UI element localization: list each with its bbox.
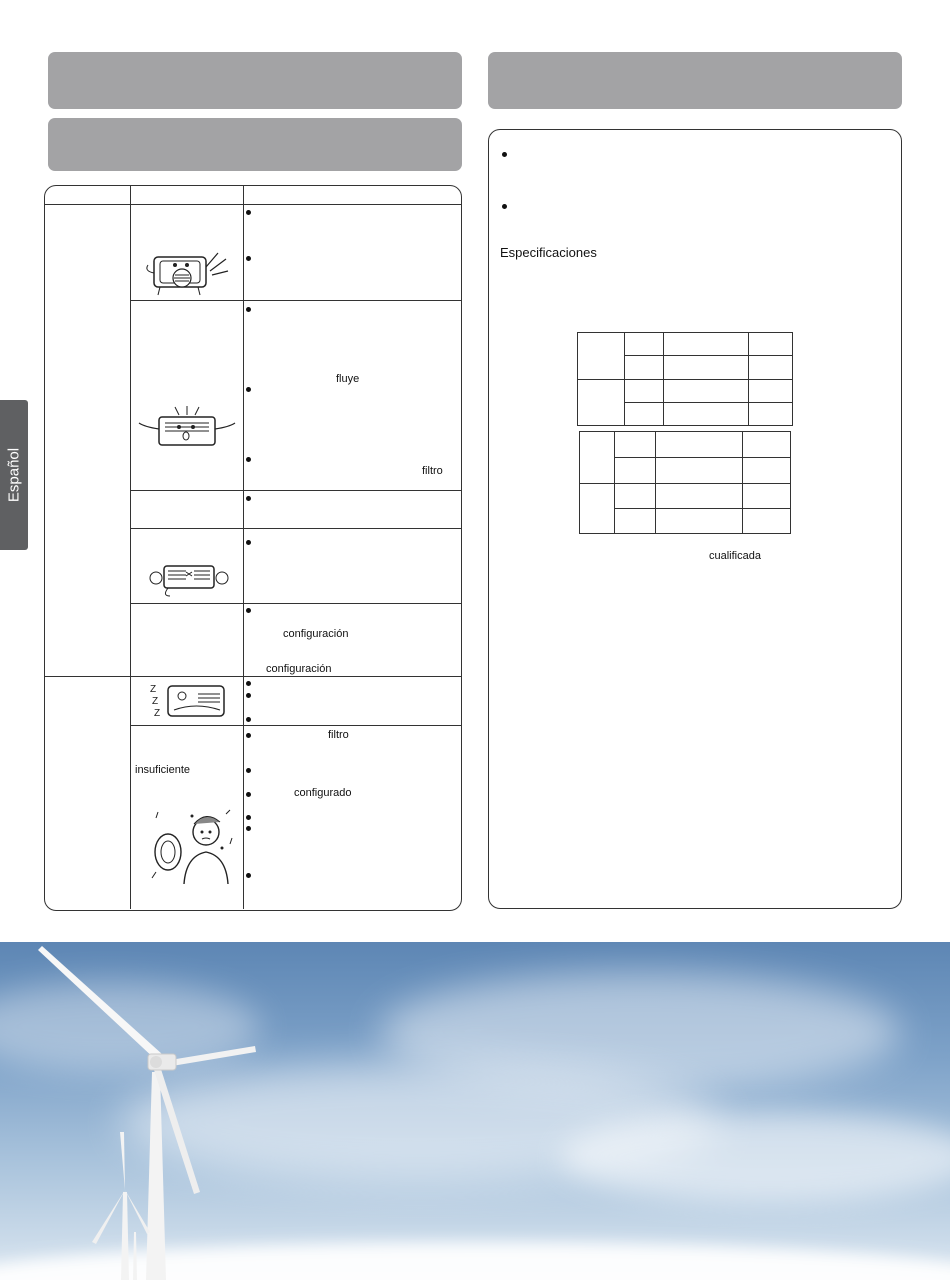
note-cualificada: cualificada [709,550,761,562]
table-divider [130,186,131,909]
bullet [246,792,251,797]
table-divider [45,676,461,677]
svg-text:Z: Z [154,708,161,719]
bullet [502,204,507,209]
bullet [502,152,507,157]
bullet [246,693,251,698]
bullet [246,815,251,820]
text-filtro: filtro [328,729,349,741]
text-configuracion: configuración [283,628,349,640]
svg-text:Z: Z [152,696,159,707]
table-divider [243,186,244,909]
bullet [246,210,251,215]
left-section-header [48,52,462,109]
bullet [246,681,251,686]
sweating-person-icon [150,808,234,886]
spec-table-1 [577,332,793,426]
specifications-title: Especificaciones [500,245,597,260]
right-section-header [488,52,902,109]
bullet [246,540,251,545]
table-divider [131,300,461,301]
text-insuficiente: insuficiente [135,764,191,776]
language-tab [0,400,28,550]
bullet [246,307,251,312]
bullet [246,717,251,722]
sleeping-unit-icon [148,680,232,722]
table-divider [131,725,461,726]
table-divider [131,603,461,604]
language-tab-label: Español [5,447,23,503]
bullet [246,457,251,462]
table-divider [131,490,461,491]
troubleshooting-table [44,185,462,911]
table-divider [45,204,461,205]
text-filtro: filtro [422,465,443,477]
wind-turbine-icon [0,942,950,1280]
svg-text:Z: Z [150,684,157,695]
unit-shrug-icon [135,405,237,455]
text-fluye: fluye [336,373,360,385]
text-configurado: configurado [294,787,352,799]
wind-turbine-photo [0,942,950,1280]
bullet [246,826,251,831]
bullet [246,768,251,773]
left-subsection-header [48,118,462,171]
spec-table-2 [579,431,791,534]
bullet [246,256,251,261]
unit-wink-icon [148,558,232,598]
bullet [246,873,251,878]
bullet [246,733,251,738]
fan-face-icon [140,245,232,297]
bullet [246,496,251,501]
table-divider [131,528,461,529]
bullet [246,387,251,392]
text-configuracion: configuración [266,663,332,675]
bullet [246,608,251,613]
